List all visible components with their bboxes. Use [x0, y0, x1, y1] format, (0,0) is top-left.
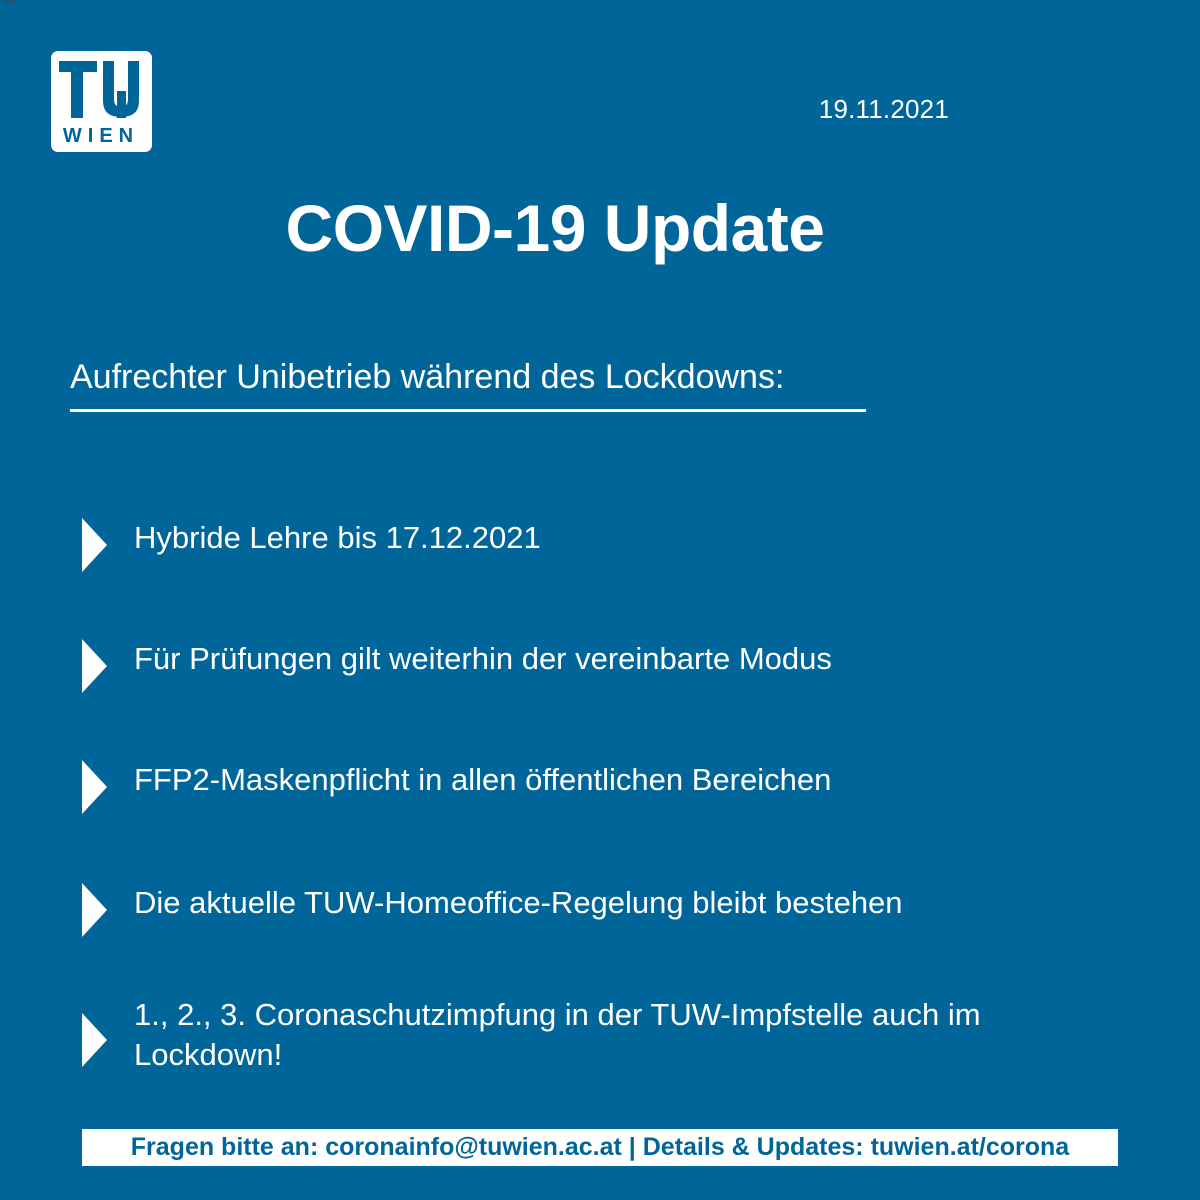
- date-label: 19.11.2021: [818, 94, 949, 124]
- list-item-text: Die aktuelle TUW-Homeoffice-Regelung bleibt bestehen: [134, 885, 903, 920]
- chevron-right-icon: [80, 883, 108, 937]
- list-item-text: FFP2-Maskenpflicht in allen öffentlichen Bereichen: [134, 762, 832, 797]
- chevron-right-icon: [80, 518, 108, 572]
- list-item-text: Hybride Lehre bis 17.12.2021: [134, 520, 541, 555]
- chevron-right-icon: [80, 639, 108, 693]
- tu-wien-logo: [51, 51, 152, 152]
- chevron-right-icon: [80, 1013, 108, 1067]
- page-title: COVID-19 Update: [285, 191, 825, 265]
- section-subtitle: Aufrechter Unibetrieb während des Lockdowns:: [70, 358, 785, 396]
- chevron-right-icon: [80, 760, 108, 814]
- corner-mark: 5844: [2, 0, 16, 6]
- tu-wien-logo-graphic: [51, 51, 152, 152]
- list-item-text: 1., 2., 3. Coronaschutzimpfung in der TUW-Impfstelle auch im Lockdown!: [134, 997, 981, 1072]
- list-item-text: Für Prüfungen gilt weiterhin der vereinbarte Modus: [134, 641, 832, 676]
- svg-text:WIEN: WIEN: [62, 125, 140, 147]
- subtitle-underline: [70, 409, 866, 412]
- contact-footer: Fragen bitte an: coronainfo@tuwien.ac.at | Details & Updates: tuwien.at/corona: [82, 1129, 1118, 1166]
